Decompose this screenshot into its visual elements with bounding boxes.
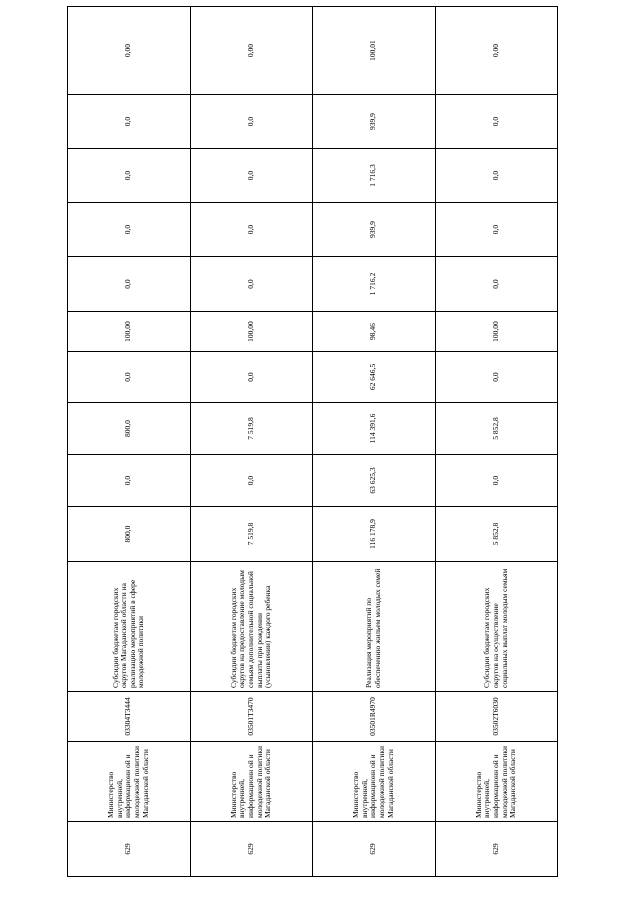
value-cell: 0,0: [435, 257, 558, 312]
value-cell: 0,0: [190, 149, 313, 203]
ministry-cell: Министерство внутренней, информационн ой и молодежной политики Магаданской области: [190, 742, 313, 822]
kbk-code-cell: 03501Т3470: [190, 692, 313, 742]
value-cell: 114 391,6: [313, 403, 436, 455]
value-cell: 98,46: [313, 312, 436, 352]
value-cell: 0,0: [68, 203, 191, 257]
value-cell: 800,0: [68, 507, 191, 562]
department-code-cell: 629: [313, 822, 436, 877]
budget-table: [67, 6, 558, 877]
department-code-cell: 629: [435, 822, 558, 877]
table-row: [313, 7, 436, 877]
description-cell: Субсидии бюджетам городских округов на осуществление социальных выплат молодым семьям: [435, 562, 558, 692]
description-cell: Реализация мероприятий по обеспечению жильем молодых семей: [313, 562, 436, 692]
value-cell: 0,0: [190, 352, 313, 403]
ministry-cell: Министерство внутренней, информационн ой и молодежной политики Магаданской области: [313, 742, 436, 822]
kbk-code-cell: 03304Т3444: [68, 692, 191, 742]
kbk-code-cell: 03502Т6030: [435, 692, 558, 742]
table-row: [68, 7, 191, 877]
value-cell: 7 519,8: [190, 403, 313, 455]
value-cell: 5 852,8: [435, 507, 558, 562]
value-cell: 100,00: [190, 312, 313, 352]
ministry-cell: Министерство внутренней, информационн ой и молодежной политики Магаданской области: [435, 742, 558, 822]
table-body: [68, 7, 558, 877]
department-code-cell: 629: [190, 822, 313, 877]
value-cell: 62 646,5: [313, 352, 436, 403]
value-cell: 100,00: [68, 312, 191, 352]
rotated-table-container: [67, 40, 558, 877]
value-cell: 0,00: [68, 7, 191, 95]
value-cell: 939,9: [313, 95, 436, 149]
value-cell: 0,0: [435, 203, 558, 257]
value-cell: 1 716,2: [313, 257, 436, 312]
value-cell: 0,0: [190, 257, 313, 312]
kbk-code-cell: 03501R4970: [313, 692, 436, 742]
value-cell: 0,0: [68, 95, 191, 149]
value-cell: 0,0: [190, 203, 313, 257]
ministry-cell: Министерство внутренней, информационн ой и молодежной политики Магаданской области: [68, 742, 191, 822]
value-cell: 0,0: [190, 95, 313, 149]
table-row: [190, 7, 313, 877]
value-cell: 1 716,3: [313, 149, 436, 203]
value-cell: 0,0: [435, 149, 558, 203]
value-cell: 0,0: [435, 455, 558, 507]
value-cell: 0,0: [68, 149, 191, 203]
value-cell: 100,01: [313, 7, 436, 95]
value-cell: 63 625,3: [313, 455, 436, 507]
value-cell: 116 178,9: [313, 507, 436, 562]
value-cell: 800,0: [68, 403, 191, 455]
value-cell: 0,0: [435, 352, 558, 403]
value-cell: 0,00: [190, 7, 313, 95]
value-cell: 0,0: [68, 352, 191, 403]
value-cell: 7 519,8: [190, 507, 313, 562]
department-code-cell: 629: [68, 822, 191, 877]
value-cell: 5 852,8: [435, 403, 558, 455]
description-cell: Субсидии бюджетам городских округов на предоставление молодым семьям дополнительной социальной выплаты при рождении (усыновлении) каждого ребенка: [190, 562, 313, 692]
value-cell: 0,00: [435, 7, 558, 95]
description-cell: Субсидии бюджетам городских округов Магаданской области на реализацию мероприятий в сфере молодежной политики: [68, 562, 191, 692]
value-cell: 0,0: [68, 257, 191, 312]
value-cell: 0,0: [435, 95, 558, 149]
value-cell: 100,00: [435, 312, 558, 352]
value-cell: 0,0: [68, 455, 191, 507]
value-cell: 939,9: [313, 203, 436, 257]
value-cell: 0,0: [190, 455, 313, 507]
table-row: [435, 7, 558, 877]
